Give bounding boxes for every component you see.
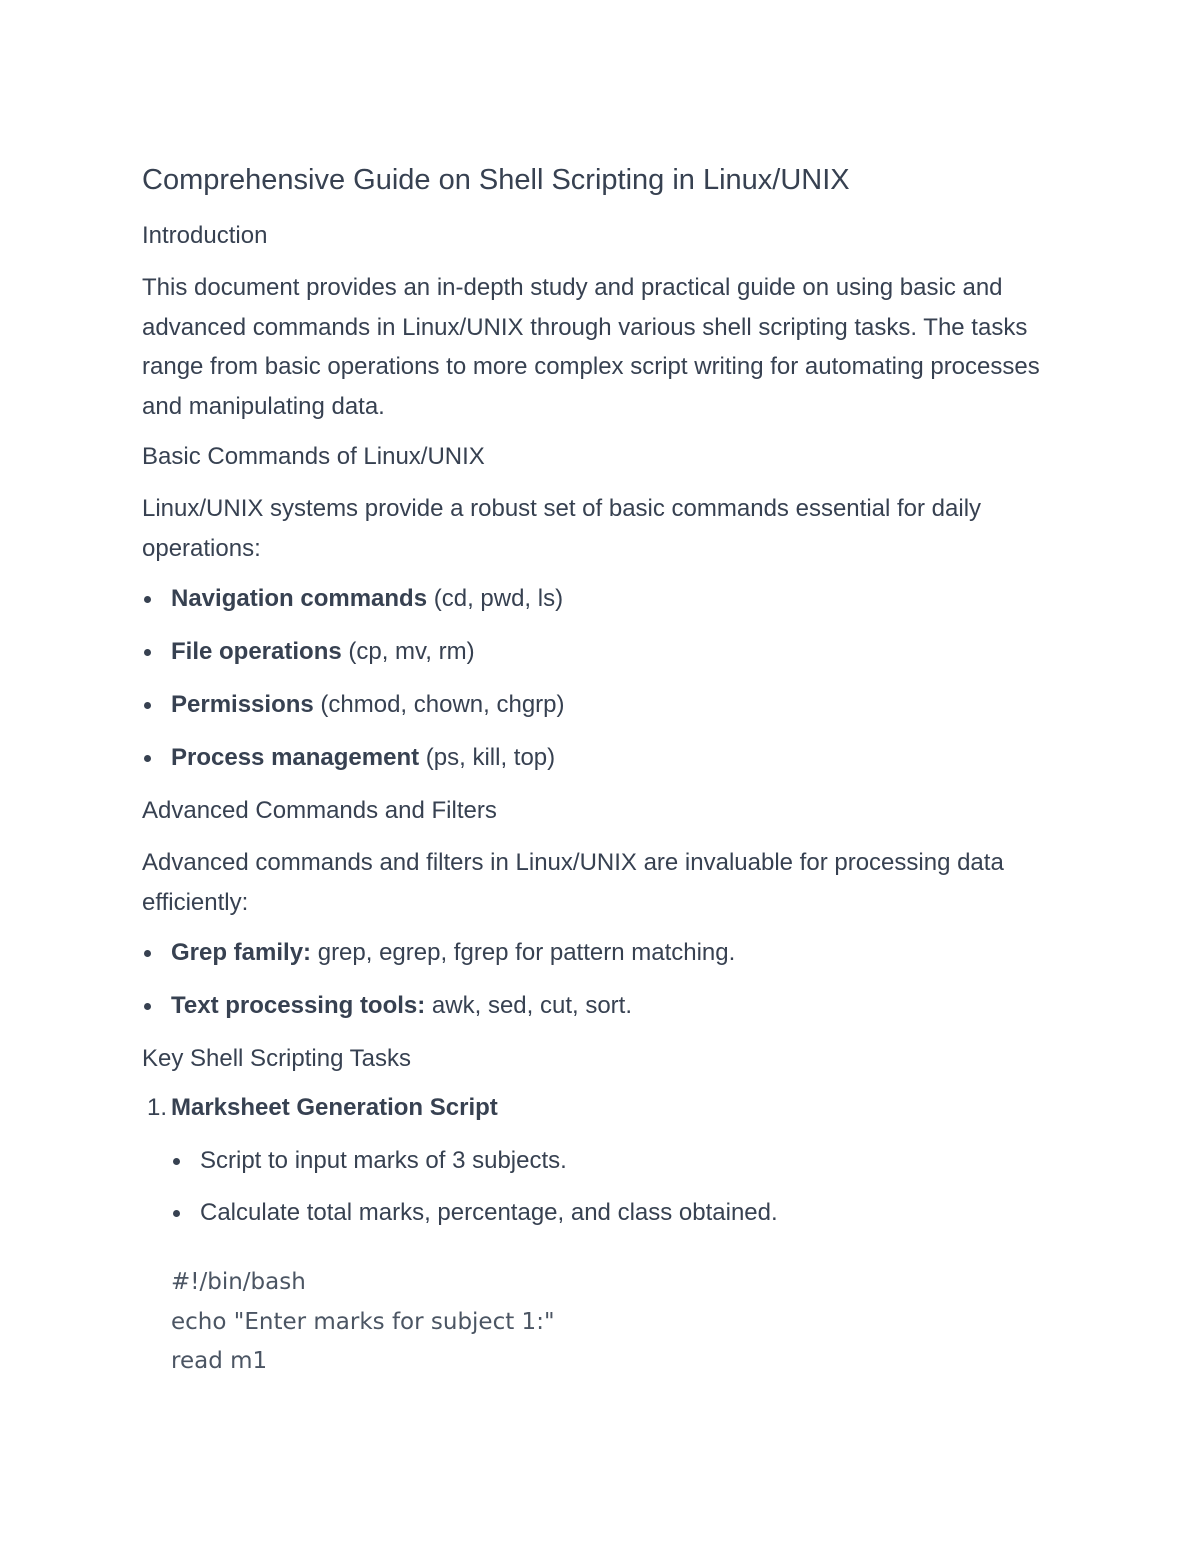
- list-item-detail: awk, sed, cut, sort.: [425, 992, 633, 1019]
- code-line: read m1: [171, 1348, 268, 1374]
- bullet-icon: [173, 1158, 180, 1165]
- bullet-icon: [144, 596, 151, 603]
- bullet-icon: [144, 649, 151, 656]
- task-title: Marksheet Generation Script: [171, 1094, 498, 1121]
- list-item-term: Navigation commands: [171, 585, 428, 612]
- advanced-commands-list: [142, 936, 1062, 1023]
- introduction-paragraph: This document provides an in-depth study and practical guide on using basic and advanced commands in Linux/UNIX through various shell scripting tasks. The tasks range from basic operations to more complex script writing for automating processes and manipulating data.: [142, 274, 1040, 420]
- list-item-detail: (ps, kill, top): [419, 744, 556, 771]
- document-page: [142, 160, 1062, 1382]
- list-item-detail: (cp, mv, rm): [341, 638, 475, 665]
- bullet-icon: [173, 1210, 180, 1217]
- list-item-detail: grep, egrep, fgrep for pattern matching.: [311, 939, 736, 966]
- list-item: [142, 989, 1062, 1023]
- bullet-icon: [144, 755, 151, 762]
- list-item-term: Grep family:: [171, 939, 312, 966]
- advanced-commands-paragraph: Advanced commands and filters in Linux/UNIX are invaluable for processing data efficiently:: [142, 849, 1004, 916]
- code-line: #!/bin/bash: [171, 1269, 306, 1295]
- basic-commands-heading: Basic Commands of Linux/UNIX: [142, 443, 485, 470]
- list-item: [142, 688, 1062, 722]
- list-item-term: Process management: [171, 744, 420, 771]
- list-item-term: Text processing tools:: [171, 992, 426, 1019]
- list-item: [142, 741, 1062, 775]
- list-item: [142, 635, 1062, 669]
- list-item-text: Calculate total marks, percentage, and class obtained.: [200, 1199, 778, 1226]
- bullet-icon: [144, 950, 151, 957]
- task-1-heading: [142, 1091, 1062, 1125]
- tasks-heading: Key Shell Scripting Tasks: [142, 1045, 412, 1072]
- basic-commands-list: [142, 582, 1062, 775]
- list-item-text: Script to input marks of 3 subjects.: [200, 1147, 567, 1174]
- list-item: [142, 936, 1062, 970]
- introduction-heading: Introduction: [142, 222, 268, 249]
- code-line: echo "Enter marks for subject 1:": [171, 1308, 555, 1335]
- code-block: [171, 1263, 1062, 1382]
- bullet-icon: [144, 702, 151, 709]
- document-title: Comprehensive Guide on Shell Scripting in Linux/UNIX: [142, 164, 850, 196]
- basic-commands-paragraph: Linux/UNIX systems provide a robust set of basic commands essential for daily operations:: [142, 495, 982, 562]
- advanced-commands-heading: Advanced Commands and Filters: [142, 797, 497, 824]
- task-number: 1.: [147, 1094, 168, 1121]
- list-item-detail: (cd, pwd, ls): [427, 585, 564, 612]
- list-item-detail: (chmod, chown, chgrp): [313, 691, 565, 718]
- list-item: [171, 1196, 1062, 1230]
- bullet-icon: [144, 1003, 151, 1010]
- task-1-list: [142, 1144, 1062, 1230]
- list-item: [142, 582, 1062, 616]
- list-item-term: Permissions: [171, 691, 314, 718]
- list-item-term: File operations: [171, 638, 342, 665]
- list-item: [171, 1144, 1062, 1178]
